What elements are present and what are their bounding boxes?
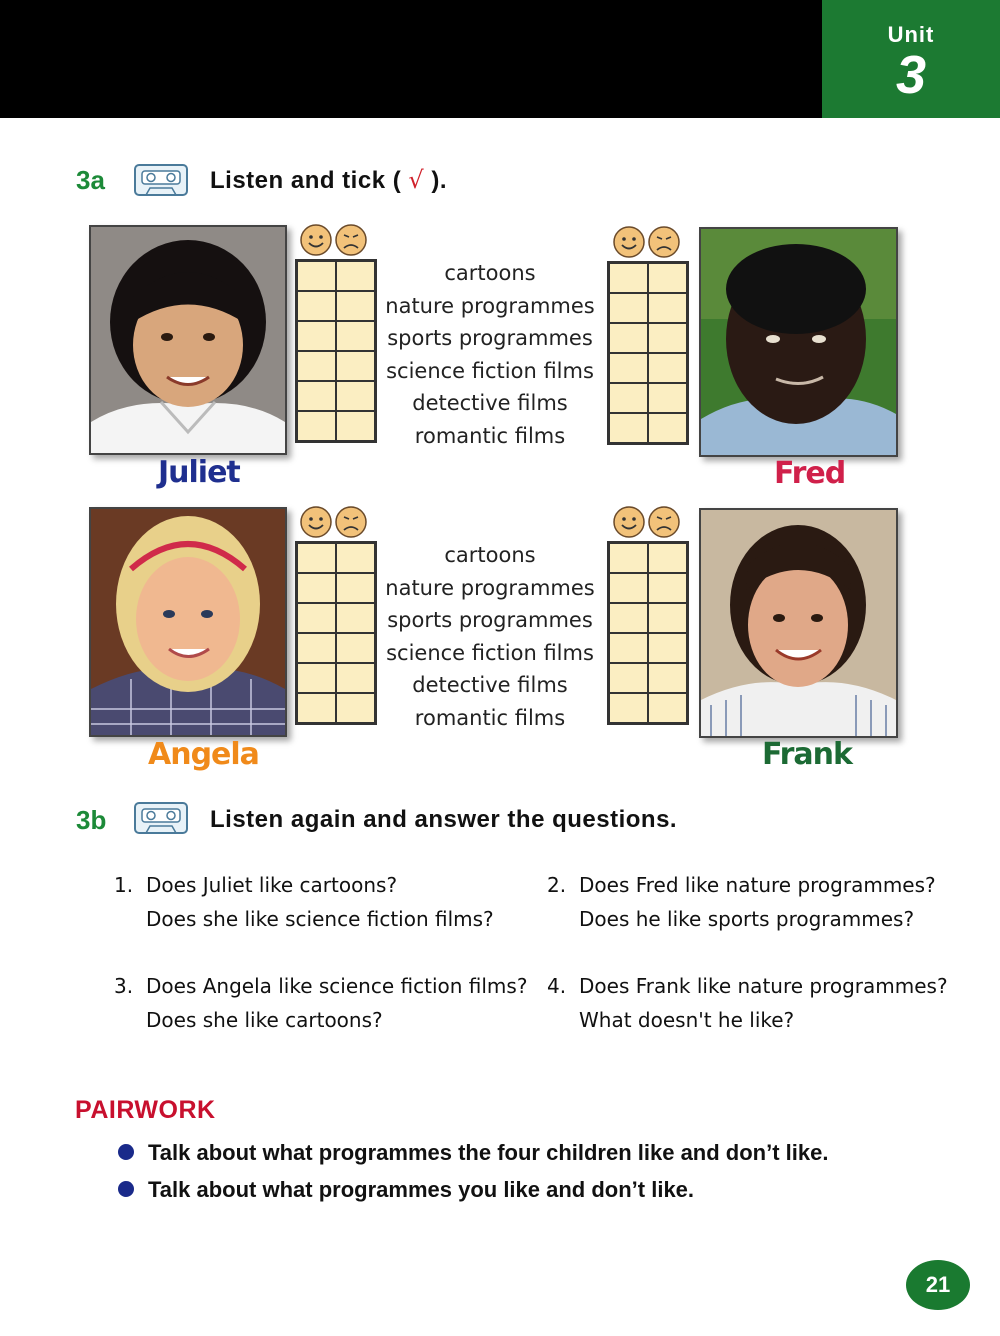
tick-box[interactable]: [336, 693, 375, 723]
tick-box[interactable]: [297, 693, 336, 723]
tick-box[interactable]: [336, 381, 375, 411]
tick-box[interactable]: [297, 633, 336, 663]
header-bar: [0, 0, 822, 118]
tick-box[interactable]: [609, 693, 648, 723]
pairwork-item-text: Talk about what programmes you like and don’t like.: [148, 1177, 695, 1202]
bullet-icon: [118, 1181, 134, 1197]
section-3b-number: 3b: [76, 805, 107, 835]
unit-number: 3: [895, 45, 927, 105]
cassette-icon: [132, 798, 190, 838]
tick-box[interactable]: [609, 573, 648, 603]
programme-item: sports programmes: [387, 326, 593, 351]
pairwork-title: PAIRWORK: [75, 1096, 216, 1124]
tick-box[interactable]: [336, 603, 375, 633]
tick-box[interactable]: [648, 293, 687, 323]
tick-mark: √: [408, 166, 425, 194]
tick-box[interactable]: [648, 383, 687, 413]
programme-item: romantic films: [414, 705, 566, 730]
programme-item: nature programmes: [385, 293, 595, 318]
tick-box[interactable]: [297, 411, 336, 441]
tick-box[interactable]: [297, 321, 336, 351]
tick-box[interactable]: [336, 663, 375, 693]
like-dislike-faces-icon: [299, 505, 371, 539]
tick-box[interactable]: [297, 573, 336, 603]
cassette-icon: [132, 160, 190, 200]
question-line: What doesn't he like?: [579, 1008, 795, 1032]
question-1: [114, 868, 494, 936]
tick-box[interactable]: [297, 351, 336, 381]
tick-box[interactable]: [609, 543, 648, 573]
pairwork-item: [118, 1177, 694, 1203]
like-dislike-faces-icon: [299, 223, 371, 257]
tick-box[interactable]: [336, 411, 375, 441]
tick-box[interactable]: [609, 293, 648, 323]
programme-item: science fiction films: [386, 640, 594, 665]
tick-box[interactable]: [609, 633, 648, 663]
tick-box[interactable]: [609, 413, 648, 443]
tick-box[interactable]: [648, 353, 687, 383]
programme-item: nature programmes: [385, 575, 595, 600]
juliet-photo: [89, 225, 287, 455]
tick-box[interactable]: [648, 603, 687, 633]
question-number: 4.: [547, 974, 567, 998]
tick-box[interactable]: [648, 663, 687, 693]
programme-list-top: [380, 257, 600, 453]
fred-tick-grid: [607, 261, 689, 445]
tick-box[interactable]: [609, 603, 648, 633]
question-line: Does Angela like science fiction films?: [146, 974, 528, 998]
tick-box[interactable]: [297, 261, 336, 291]
pairwork-item-text: Talk about what programmes the four children like and don’t like.: [148, 1140, 829, 1165]
angela-name: Angela: [148, 737, 259, 772]
angela-tick-grid: [295, 541, 377, 725]
angela-photo: [89, 507, 287, 737]
programme-item: detective films: [412, 391, 568, 416]
fred-name: Fred: [774, 456, 846, 491]
question-2: [547, 868, 936, 936]
programme-item: science fiction films: [386, 358, 594, 383]
programme-item: sports programmes: [387, 608, 593, 633]
bullet-icon: [118, 1144, 134, 1160]
unit-tab: [822, 0, 1000, 118]
tick-box[interactable]: [297, 291, 336, 321]
tick-box[interactable]: [336, 321, 375, 351]
frank-tick-grid: [607, 541, 689, 725]
tick-box[interactable]: [336, 261, 375, 291]
question-number: 3.: [114, 974, 134, 998]
page-number: 21: [906, 1260, 970, 1310]
tick-box[interactable]: [336, 291, 375, 321]
tick-box[interactable]: [297, 603, 336, 633]
like-dislike-faces-icon: [612, 225, 684, 259]
frank-photo: [699, 508, 898, 738]
programme-item: detective films: [412, 673, 568, 698]
juliet-tick-grid: [295, 259, 377, 443]
question-4: [547, 969, 948, 1037]
question-number: 1.: [114, 873, 134, 897]
programme-list-bottom: [380, 539, 600, 735]
tick-box[interactable]: [609, 323, 648, 353]
question-line: Does Frank like nature programmes?: [579, 974, 948, 998]
tick-box[interactable]: [609, 663, 648, 693]
tick-box[interactable]: [648, 633, 687, 663]
section-3a-title: [210, 166, 447, 195]
tick-box[interactable]: [648, 323, 687, 353]
unit-label: Unit: [887, 22, 935, 47]
tick-box[interactable]: [648, 543, 687, 573]
pairwork-item: [118, 1140, 828, 1166]
tick-box[interactable]: [648, 573, 687, 603]
tick-box[interactable]: [648, 413, 687, 443]
question-line: Does he like sports programmes?: [579, 907, 915, 931]
section-3a-number: 3a: [76, 165, 105, 195]
question-line: Does Fred like nature programmes?: [579, 873, 936, 897]
tick-box[interactable]: [336, 351, 375, 381]
tick-box[interactable]: [609, 353, 648, 383]
question-number: 2.: [547, 873, 567, 897]
tick-box[interactable]: [297, 663, 336, 693]
like-dislike-faces-icon: [612, 505, 684, 539]
tick-box[interactable]: [336, 543, 375, 573]
frank-name: Frank: [762, 737, 852, 772]
tick-box[interactable]: [648, 693, 687, 723]
tick-box[interactable]: [336, 573, 375, 603]
section-3a-title-end: ).: [431, 167, 448, 194]
programme-item: romantic films: [414, 423, 566, 448]
tick-box[interactable]: [648, 263, 687, 293]
section-3a-title-text: Listen and tick (: [210, 167, 402, 194]
section-3b-title: Listen again and answer the questions.: [210, 806, 678, 833]
tick-box[interactable]: [297, 381, 336, 411]
fred-photo: [699, 227, 898, 457]
programme-item: cartoons: [444, 261, 536, 285]
juliet-name: Juliet: [158, 455, 240, 490]
question-line: Does she like science fiction films?: [146, 907, 494, 931]
tick-box[interactable]: [609, 263, 648, 293]
tick-box[interactable]: [297, 543, 336, 573]
programme-item: cartoons: [444, 543, 536, 567]
question-line: Does she like cartoons?: [146, 1008, 383, 1032]
question-line: Does Juliet like cartoons?: [146, 873, 398, 897]
question-3: [114, 969, 527, 1037]
tick-box[interactable]: [609, 383, 648, 413]
tick-box[interactable]: [336, 633, 375, 663]
